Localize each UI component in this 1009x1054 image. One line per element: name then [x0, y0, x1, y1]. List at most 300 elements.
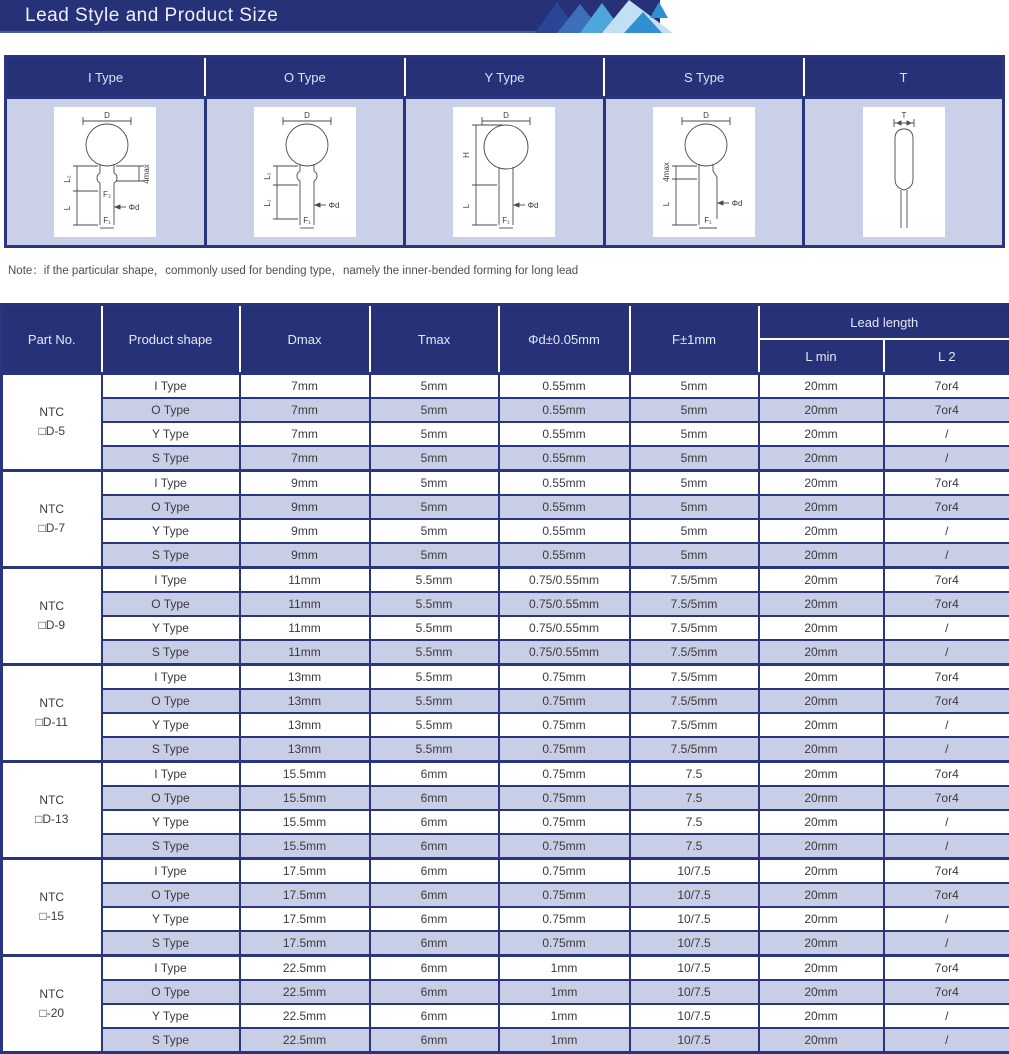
part-no-line: NTC — [3, 985, 101, 1004]
lead-style-section — [4, 55, 1005, 248]
value-cell: 9mm — [240, 519, 370, 543]
product-size-table — [0, 303, 1009, 1054]
value-cell: 6mm — [370, 834, 499, 859]
value-cell: 6mm — [370, 786, 499, 810]
part-no-cell — [2, 859, 102, 956]
spec-row — [2, 980, 1009, 1004]
value-cell: 7mm — [240, 446, 370, 471]
value-cell: 13mm — [240, 689, 370, 713]
dim-label-4max: 4max — [662, 162, 671, 182]
value-cell: / — [884, 616, 1009, 640]
value-cell: 0.75/0.55mm — [499, 568, 630, 593]
value-cell: 22.5mm — [240, 1028, 370, 1053]
value-cell: 1mm — [499, 1028, 630, 1053]
part-no-line: □-20 — [3, 1004, 101, 1023]
value-cell: 7or4 — [884, 859, 1009, 884]
product-shape-cell: Y Type — [102, 907, 240, 931]
spec-row — [2, 834, 1009, 859]
product-shape-cell: I Type — [102, 665, 240, 690]
value-cell: 6mm — [370, 1004, 499, 1028]
value-cell: / — [884, 810, 1009, 834]
header-tmax: Tmax — [370, 305, 499, 374]
diagram-cell-t — [804, 98, 1004, 247]
value-cell: 20mm — [759, 446, 884, 471]
dim-label-h: H — [462, 152, 471, 158]
part-no-cell — [2, 568, 102, 665]
value-cell: 5mm — [370, 398, 499, 422]
spec-row — [2, 907, 1009, 931]
value-cell: 20mm — [759, 568, 884, 593]
value-cell: 5mm — [370, 471, 499, 496]
value-cell: 5.5mm — [370, 689, 499, 713]
product-shape-cell: Y Type — [102, 713, 240, 737]
spec-row — [2, 689, 1009, 713]
value-cell: 0.55mm — [499, 519, 630, 543]
value-cell: 5mm — [370, 446, 499, 471]
value-cell: / — [884, 931, 1009, 956]
spec-row — [2, 931, 1009, 956]
value-cell: 7.5/5mm — [630, 568, 759, 593]
part-no-cell — [2, 762, 102, 859]
value-cell: / — [884, 640, 1009, 665]
value-cell: / — [884, 907, 1009, 931]
value-cell: 10/7.5 — [630, 1028, 759, 1053]
value-cell: 20mm — [759, 592, 884, 616]
value-cell: 6mm — [370, 859, 499, 884]
dim-label-f1: F₁ — [503, 216, 511, 225]
spec-row — [2, 956, 1009, 981]
value-cell: 5.5mm — [370, 568, 499, 593]
value-cell: 5.5mm — [370, 640, 499, 665]
lead-type-header-i: I Type — [6, 57, 206, 98]
value-cell: 17.5mm — [240, 859, 370, 884]
value-cell: / — [884, 422, 1009, 446]
value-cell: 6mm — [370, 883, 499, 907]
value-cell: 0.55mm — [499, 495, 630, 519]
value-cell: 6mm — [370, 907, 499, 931]
value-cell: / — [884, 519, 1009, 543]
value-cell: 15.5mm — [240, 786, 370, 810]
value-cell: 17.5mm — [240, 931, 370, 956]
value-cell: 7or4 — [884, 592, 1009, 616]
value-cell: 10/7.5 — [630, 980, 759, 1004]
value-cell: 7.5/5mm — [630, 592, 759, 616]
diagram-cell-i-type — [6, 98, 206, 247]
value-cell: 20mm — [759, 374, 884, 399]
value-cell: 0.75mm — [499, 713, 630, 737]
o-type-diagram — [254, 107, 356, 237]
header-f: F±1mm — [630, 305, 759, 374]
value-cell: 13mm — [240, 665, 370, 690]
value-cell: 20mm — [759, 640, 884, 665]
product-shape-cell: I Type — [102, 374, 240, 399]
dim-label-phid: Φd — [328, 201, 339, 210]
value-cell: 0.75mm — [499, 665, 630, 690]
value-cell: 0.75mm — [499, 737, 630, 762]
dim-label-phid: Φd — [129, 203, 140, 212]
value-cell: 20mm — [759, 834, 884, 859]
value-cell: 5mm — [630, 374, 759, 399]
spec-row — [2, 543, 1009, 568]
part-no-line: □-15 — [3, 907, 101, 926]
value-cell: 7or4 — [884, 471, 1009, 496]
value-cell: 9mm — [240, 495, 370, 519]
value-cell: 1mm — [499, 956, 630, 981]
value-cell: 5.5mm — [370, 616, 499, 640]
product-shape-cell: Y Type — [102, 1004, 240, 1028]
value-cell: 0.75mm — [499, 834, 630, 859]
value-cell: 20mm — [759, 543, 884, 568]
value-cell: 5mm — [370, 422, 499, 446]
part-no-line: □D-11 — [3, 713, 101, 732]
s-type-diagram-card — [653, 107, 755, 237]
value-cell: 10/7.5 — [630, 859, 759, 884]
spec-row — [2, 398, 1009, 422]
value-cell: 0.75mm — [499, 883, 630, 907]
value-cell: 1mm — [499, 1004, 630, 1028]
header-product-shape: Product shape — [102, 305, 240, 374]
dim-label-t: T — [901, 111, 906, 120]
dim-label-d: D — [504, 111, 510, 120]
product-shape-cell: Y Type — [102, 810, 240, 834]
value-cell: 5.5mm — [370, 665, 499, 690]
lead-type-header-t: T — [804, 57, 1004, 98]
value-cell: 0.75/0.55mm — [499, 640, 630, 665]
value-cell: 20mm — [759, 422, 884, 446]
spec-row — [2, 471, 1009, 496]
product-shape-cell: O Type — [102, 592, 240, 616]
spec-row — [2, 495, 1009, 519]
part-no-line: □D-5 — [3, 422, 101, 441]
product-shape-cell: I Type — [102, 956, 240, 981]
header-part-no: Part No. — [2, 305, 102, 374]
product-shape-cell: S Type — [102, 834, 240, 859]
value-cell: / — [884, 713, 1009, 737]
value-cell: 0.55mm — [499, 543, 630, 568]
part-no-line: NTC — [3, 403, 101, 422]
dim-label-l2: L₂ — [263, 172, 272, 180]
value-cell: 5mm — [370, 543, 499, 568]
value-cell: 0.75mm — [499, 931, 630, 956]
value-cell: 6mm — [370, 956, 499, 981]
value-cell: 0.55mm — [499, 374, 630, 399]
value-cell: 20mm — [759, 956, 884, 981]
value-cell: 6mm — [370, 931, 499, 956]
spec-row — [2, 737, 1009, 762]
value-cell: 22.5mm — [240, 1004, 370, 1028]
spec-row — [2, 883, 1009, 907]
spec-row — [2, 1028, 1009, 1053]
value-cell: 15.5mm — [240, 762, 370, 787]
product-shape-cell: S Type — [102, 543, 240, 568]
value-cell: 7or4 — [884, 980, 1009, 1004]
value-cell: 5.5mm — [370, 737, 499, 762]
dim-label-d: D — [104, 111, 110, 120]
value-cell: 6mm — [370, 1028, 499, 1053]
value-cell: 20mm — [759, 786, 884, 810]
value-cell: 5.5mm — [370, 592, 499, 616]
value-cell: 7or4 — [884, 398, 1009, 422]
dim-label-l: L — [462, 203, 471, 208]
lead-type-header-y: Y Type — [405, 57, 605, 98]
dim-label-f1: F₁ — [704, 216, 712, 225]
value-cell: 7mm — [240, 374, 370, 399]
value-cell: 7or4 — [884, 883, 1009, 907]
value-cell: 20mm — [759, 907, 884, 931]
t-diagram-card — [863, 107, 945, 237]
product-shape-cell: S Type — [102, 931, 240, 956]
value-cell: 0.55mm — [499, 471, 630, 496]
dim-label-f2: F₂ — [103, 190, 111, 199]
part-no-line: NTC — [3, 791, 101, 810]
spec-row — [2, 616, 1009, 640]
i-type-diagram — [54, 107, 156, 237]
value-cell: 0.75/0.55mm — [499, 592, 630, 616]
part-no-cell — [2, 374, 102, 471]
product-shape-cell: O Type — [102, 398, 240, 422]
value-cell: 9mm — [240, 471, 370, 496]
value-cell: 5mm — [370, 495, 499, 519]
value-cell: 0.75mm — [499, 907, 630, 931]
spec-row — [2, 422, 1009, 446]
value-cell: 7mm — [240, 398, 370, 422]
header-phid: Φd±0.05mm — [499, 305, 630, 374]
value-cell: 0.75/0.55mm — [499, 616, 630, 640]
value-cell: 13mm — [240, 713, 370, 737]
value-cell: 20mm — [759, 471, 884, 496]
value-cell: 20mm — [759, 762, 884, 787]
value-cell: 10/7.5 — [630, 956, 759, 981]
spec-row — [2, 786, 1009, 810]
value-cell: 0.75mm — [499, 859, 630, 884]
product-shape-cell: I Type — [102, 568, 240, 593]
value-cell: 15.5mm — [240, 834, 370, 859]
dim-label-4max: 4max — [142, 164, 151, 184]
product-shape-cell: Y Type — [102, 422, 240, 446]
value-cell: 1mm — [499, 980, 630, 1004]
header-l-min: L min — [759, 339, 884, 374]
dim-label-d: D — [703, 111, 709, 120]
value-cell: 7.5 — [630, 786, 759, 810]
dim-label-l: L — [662, 201, 671, 206]
value-cell: 22.5mm — [240, 956, 370, 981]
value-cell: 9mm — [240, 543, 370, 568]
value-cell: 7or4 — [884, 665, 1009, 690]
value-cell: 20mm — [759, 665, 884, 690]
value-cell: 15.5mm — [240, 810, 370, 834]
value-cell: / — [884, 737, 1009, 762]
value-cell: 0.75mm — [499, 810, 630, 834]
value-cell: 0.75mm — [499, 786, 630, 810]
product-shape-cell: I Type — [102, 859, 240, 884]
dim-label-d: D — [304, 111, 310, 120]
page-title: Lead Style and Product Size — [25, 0, 278, 31]
lead-type-header-s: S Type — [604, 57, 804, 98]
value-cell: 20mm — [759, 859, 884, 884]
value-cell: 6mm — [370, 980, 499, 1004]
product-shape-cell: O Type — [102, 980, 240, 1004]
spec-row — [2, 519, 1009, 543]
spec-row — [2, 640, 1009, 665]
y-type-diagram-card — [453, 107, 555, 237]
note-text: Note：if the particular shape，commonly used for bending type，namely the inner-bended forming for long lead — [8, 262, 578, 278]
value-cell: 0.55mm — [499, 422, 630, 446]
value-cell: 13mm — [240, 737, 370, 762]
value-cell: 7or4 — [884, 786, 1009, 810]
part-no-line: □D-7 — [3, 519, 101, 538]
header-lead-length: Lead length — [759, 305, 1009, 340]
value-cell: 7.5/5mm — [630, 689, 759, 713]
value-cell: 20mm — [759, 737, 884, 762]
part-no-cell — [2, 471, 102, 568]
dim-label-f1: F₁ — [104, 216, 112, 225]
product-shape-cell: O Type — [102, 883, 240, 907]
value-cell: 20mm — [759, 616, 884, 640]
value-cell: 20mm — [759, 713, 884, 737]
value-cell: 20mm — [759, 883, 884, 907]
i-type-diagram-card — [54, 107, 156, 237]
value-cell: 5.5mm — [370, 713, 499, 737]
value-cell: 7or4 — [884, 689, 1009, 713]
part-no-line: NTC — [3, 500, 101, 519]
spec-row — [2, 446, 1009, 471]
value-cell: 0.75mm — [499, 689, 630, 713]
value-cell: 17.5mm — [240, 883, 370, 907]
value-cell: 7.5/5mm — [630, 616, 759, 640]
value-cell: 5mm — [630, 446, 759, 471]
dim-label-phid: Φd — [732, 199, 743, 208]
value-cell: 10/7.5 — [630, 907, 759, 931]
value-cell: / — [884, 834, 1009, 859]
value-cell: 7mm — [240, 422, 370, 446]
value-cell: 7or4 — [884, 495, 1009, 519]
diagram-cell-o-type — [205, 98, 405, 247]
value-cell: / — [884, 446, 1009, 471]
value-cell: 20mm — [759, 398, 884, 422]
value-cell: / — [884, 1028, 1009, 1053]
o-type-diagram-card — [254, 107, 356, 237]
value-cell: 6mm — [370, 762, 499, 787]
value-cell: 10/7.5 — [630, 1004, 759, 1028]
value-cell: / — [884, 543, 1009, 568]
value-cell: 7.5/5mm — [630, 713, 759, 737]
value-cell: 5mm — [370, 374, 499, 399]
value-cell: 11mm — [240, 640, 370, 665]
lead-style-diagram-row — [6, 98, 1004, 247]
header-dmax: Dmax — [240, 305, 370, 374]
value-cell: 20mm — [759, 689, 884, 713]
product-shape-cell: I Type — [102, 762, 240, 787]
value-cell: / — [884, 1004, 1009, 1028]
s-type-diagram — [653, 107, 755, 237]
dim-label-f1: F₁ — [303, 216, 311, 225]
product-shape-cell: Y Type — [102, 616, 240, 640]
spec-table-body — [2, 374, 1009, 1053]
value-cell: 7.5 — [630, 762, 759, 787]
value-cell: 7.5 — [630, 810, 759, 834]
value-cell: 7or4 — [884, 956, 1009, 981]
value-cell: 11mm — [240, 568, 370, 593]
lead-style-header-row — [6, 57, 1004, 98]
value-cell: 10/7.5 — [630, 883, 759, 907]
product-shape-cell: S Type — [102, 640, 240, 665]
part-no-cell — [2, 665, 102, 762]
spec-row — [2, 810, 1009, 834]
header-triangles-decoration — [500, 0, 710, 34]
value-cell: 7or4 — [884, 762, 1009, 787]
lead-type-header-o: O Type — [205, 57, 405, 98]
spec-row — [2, 665, 1009, 690]
part-no-cell — [2, 956, 102, 1053]
value-cell: 22.5mm — [240, 980, 370, 1004]
value-cell: 7or4 — [884, 568, 1009, 593]
value-cell: 5mm — [630, 495, 759, 519]
value-cell: 7or4 — [884, 374, 1009, 399]
value-cell: 20mm — [759, 931, 884, 956]
dim-label-phid: Φd — [528, 201, 539, 210]
y-type-diagram — [453, 107, 555, 237]
value-cell: 0.75mm — [499, 762, 630, 787]
value-cell: 7.5 — [630, 834, 759, 859]
value-cell: 5mm — [630, 398, 759, 422]
value-cell: 5mm — [630, 471, 759, 496]
value-cell: 17.5mm — [240, 907, 370, 931]
product-shape-cell: S Type — [102, 1028, 240, 1053]
value-cell: 7.5/5mm — [630, 737, 759, 762]
value-cell: 20mm — [759, 810, 884, 834]
spec-row — [2, 859, 1009, 884]
product-shape-cell: S Type — [102, 446, 240, 471]
part-no-line: □D-9 — [3, 616, 101, 635]
diagram-cell-y-type — [405, 98, 605, 247]
product-shape-cell: I Type — [102, 471, 240, 496]
value-cell: 7.5/5mm — [630, 665, 759, 690]
dim-label-l2: L₂ — [63, 175, 72, 183]
dim-label-l: L — [63, 205, 72, 210]
value-cell: 10/7.5 — [630, 931, 759, 956]
value-cell: 11mm — [240, 592, 370, 616]
dim-label-l1: L₁ — [263, 199, 272, 206]
product-shape-cell: O Type — [102, 689, 240, 713]
lead-style-table — [4, 55, 1005, 248]
value-cell: 20mm — [759, 519, 884, 543]
value-cell: 20mm — [759, 1028, 884, 1053]
value-cell: 20mm — [759, 495, 884, 519]
product-shape-cell: Y Type — [102, 519, 240, 543]
part-no-line: NTC — [3, 597, 101, 616]
part-no-line: NTC — [3, 888, 101, 907]
spec-row — [2, 374, 1009, 399]
part-no-line: NTC — [3, 694, 101, 713]
value-cell: 6mm — [370, 810, 499, 834]
value-cell: 20mm — [759, 1004, 884, 1028]
value-cell: 7.5/5mm — [630, 640, 759, 665]
diagram-cell-s-type — [604, 98, 804, 247]
product-shape-cell: O Type — [102, 495, 240, 519]
product-shape-cell: O Type — [102, 786, 240, 810]
spec-header-row-1 — [2, 305, 1009, 340]
spec-row — [2, 762, 1009, 787]
spec-row — [2, 1004, 1009, 1028]
spec-row — [2, 713, 1009, 737]
part-no-line: □D-13 — [3, 810, 101, 829]
value-cell: 5mm — [370, 519, 499, 543]
value-cell: 11mm — [240, 616, 370, 640]
value-cell: 5mm — [630, 543, 759, 568]
value-cell: 5mm — [630, 519, 759, 543]
t-side-view-diagram — [863, 107, 945, 237]
product-size-section — [0, 303, 1009, 1054]
